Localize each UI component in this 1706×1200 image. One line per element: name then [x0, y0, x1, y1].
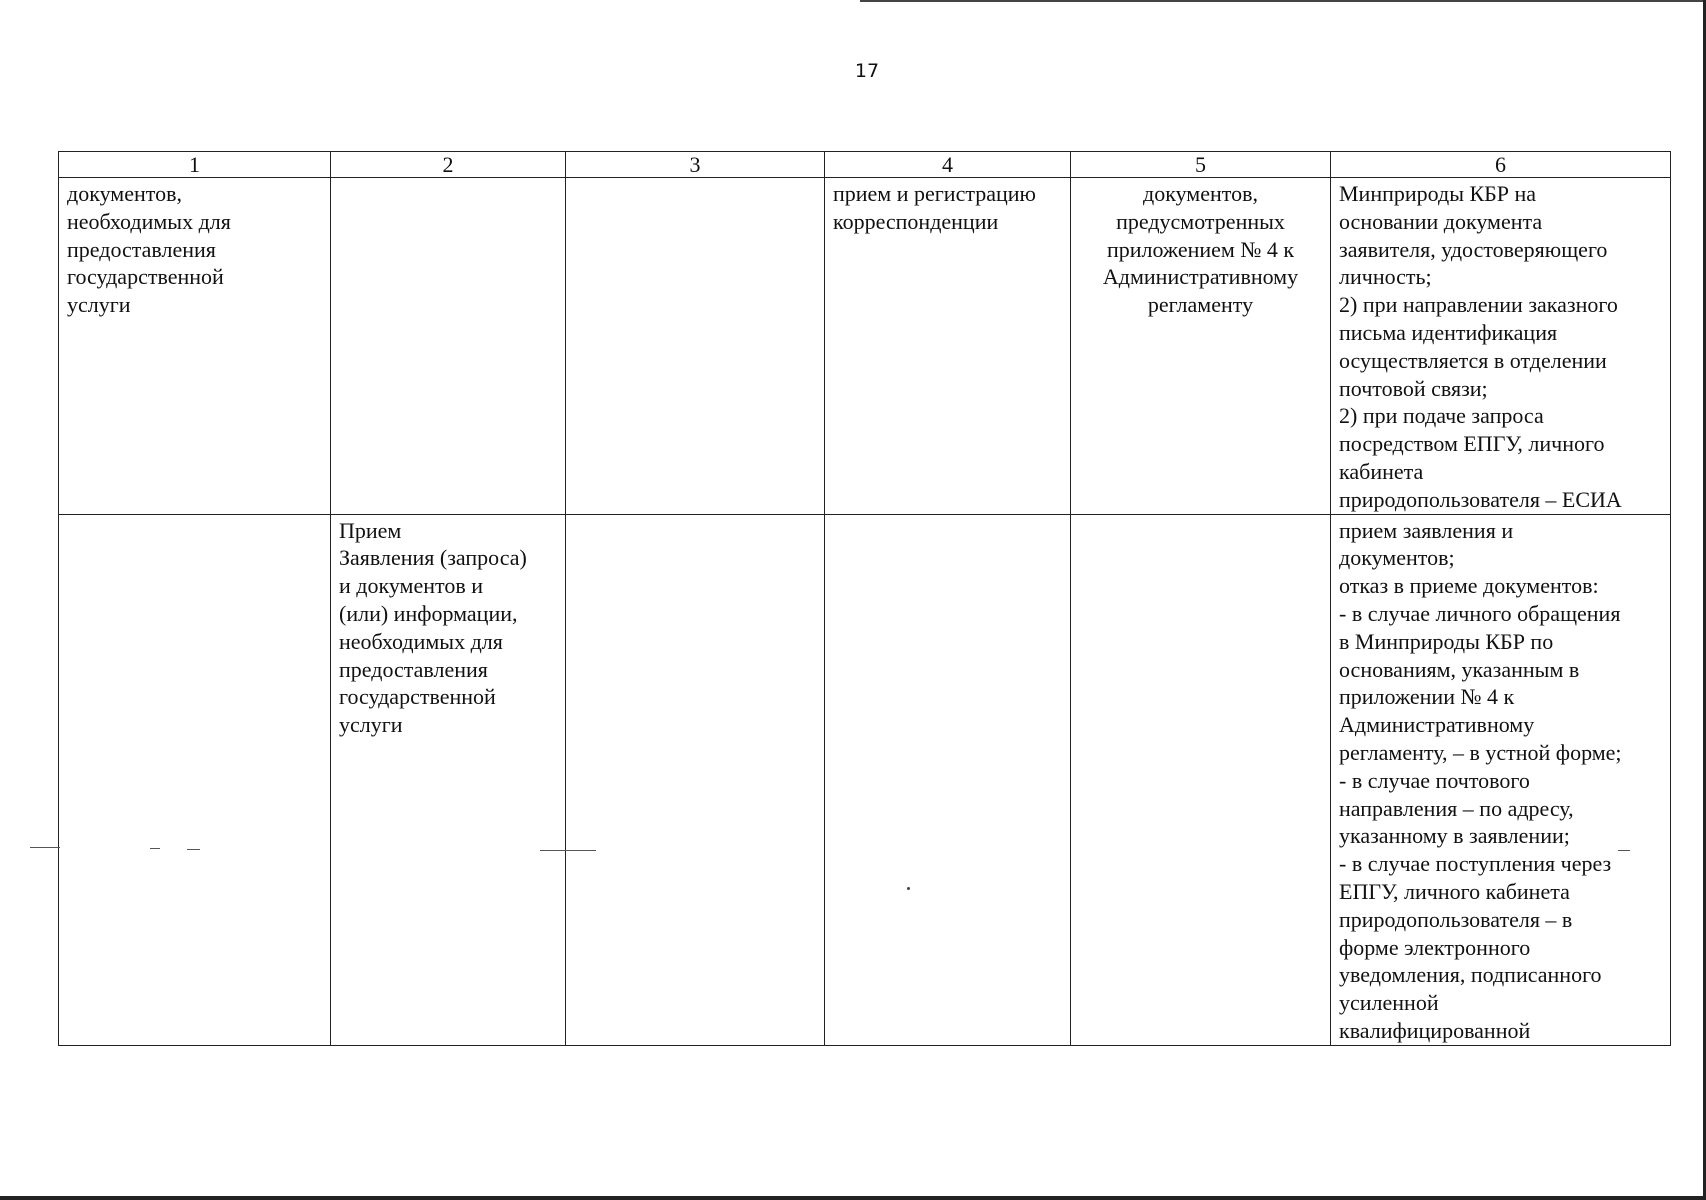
column-header: 5 — [1071, 152, 1331, 178]
column-header: 4 — [825, 152, 1071, 178]
page-number: 17 — [854, 60, 880, 82]
page-frame-bottom — [0, 1196, 1706, 1200]
cell-text: Прием Заявления (запроса) и документов и (или) информации, необходимых для предоставления государственной услуги — [339, 517, 527, 738]
cell-text: Минприроды КБР на основании документа заявителя, удостоверяющего личность; 2) при направлении заказного письма идентификация осуществляется в отделении почтовой связи; 2) при подаче запроса посредством ЕПГУ, личного кабинета природопользователя – ЕСИА — [1339, 181, 1622, 512]
table-cell — [566, 178, 825, 515]
table-cell — [1071, 514, 1331, 1045]
scan-artifact — [187, 849, 200, 850]
table-header-row — [59, 152, 1671, 178]
document-table — [58, 151, 1671, 1046]
table-cell — [825, 514, 1071, 1045]
table-row — [59, 514, 1671, 1045]
table-cell — [566, 514, 825, 1045]
table-cell — [1331, 178, 1671, 515]
scan-artifact — [150, 848, 160, 849]
scan-artifact — [540, 850, 596, 851]
cell-text: документов, предусмотренных приложением № 4 к Административному регламенту — [1102, 181, 1299, 318]
column-header: 1 — [59, 152, 331, 178]
table-cell — [59, 178, 331, 515]
table-row — [59, 178, 1671, 515]
table-cell — [331, 178, 566, 515]
cell-text: документов, необходимых для предоставления государственной услуги — [67, 181, 231, 318]
page-frame-top — [860, 0, 1706, 2]
scan-artifact — [1618, 850, 1630, 851]
cell-text: прием заявления и документов; отказ в приеме документов: - в случае личного обращения в Минприроды КБР по основаниям, указанным в приложении № 4 к Административному регламенту, – в устной форме; - в случае почтового направления – по адресу, указанному в заявлении; - в случае поступления через ЕПГУ, личного кабинета природопользователя – в форме электронного уведомления, подписанного усиленной квалифицированной — [1339, 517, 1622, 1043]
table-cell — [825, 178, 1071, 515]
table-cell — [59, 514, 331, 1045]
scan-artifact — [30, 847, 60, 848]
table-cell — [331, 514, 566, 1045]
table-cell — [1331, 514, 1671, 1045]
column-header: 3 — [566, 152, 825, 178]
cell-text: прием и регистрацию корреспонденции — [833, 181, 1036, 234]
column-header: 6 — [1331, 152, 1671, 178]
scan-artifact — [907, 887, 910, 890]
table-cell — [1071, 178, 1331, 515]
column-header: 2 — [331, 152, 566, 178]
